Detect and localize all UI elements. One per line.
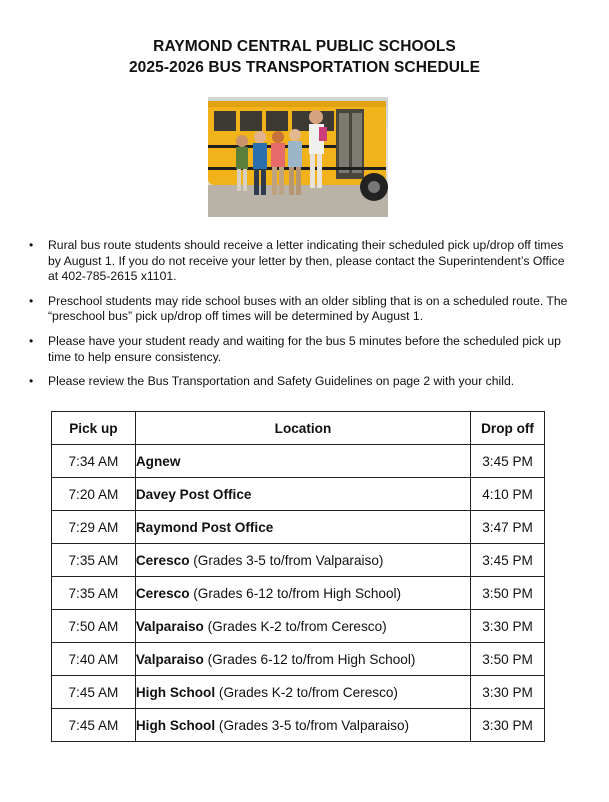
bullet-text: Preschool students may ride school buses with an older sibling that is on a scheduled route. The “preschool bus” pick up/drop off times will be determined by August 1. <box>48 293 568 324</box>
table-row <box>52 610 545 643</box>
location-cell <box>135 676 470 709</box>
bullet-text: Please review the Bus Transportation and Safety Guidelines on page 2 with your child. <box>48 374 515 389</box>
bullet-item: • Please have your student ready and waiting for the bus 5 minutes before the scheduled pick up time to help ensure consistency. <box>29 333 561 364</box>
location-cell <box>135 478 470 511</box>
location-detail: (Grades K-2 to/from Ceresco) <box>215 684 398 700</box>
dropoff-time: 3:50 PM <box>471 577 545 610</box>
pickup-time: 7:35 AM <box>52 544 136 577</box>
bullet-item: • Please review the Bus Transportation and Safety Guidelines on page 2 with your child. <box>29 374 515 389</box>
school-bus-photo <box>208 97 388 217</box>
location-name: Ceresco <box>135 585 190 601</box>
location-cell <box>135 445 470 478</box>
table-row <box>52 676 545 709</box>
pickup-time: 7:45 AM <box>52 709 136 742</box>
dropoff-column-header: Drop off <box>471 412 545 445</box>
dropoff-time: 3:30 PM <box>471 610 545 643</box>
table-row <box>52 643 545 676</box>
pickup-time: 7:50 AM <box>52 610 136 643</box>
dropoff-time: 3:30 PM <box>471 709 545 742</box>
location-detail: (Grades K-2 to/from Ceresco) <box>203 618 387 634</box>
location-detail: (Grades 3-5 to/from Valparaiso) <box>215 717 410 733</box>
dropoff-time: 3:45 PM <box>471 445 545 478</box>
district-title: RAYMOND CENTRAL PUBLIC SCHOOLS <box>153 38 456 55</box>
location-cell <box>135 643 470 676</box>
dropoff-time: 3:30 PM <box>471 676 545 709</box>
table-row <box>52 511 545 544</box>
table-row <box>52 445 545 478</box>
bullet-item: • Preschool students may ride school buses with an older sibling that is on a scheduled route. The “preschool bus” pick up/drop off times will be determined by August 1. <box>29 293 568 324</box>
pickup-time: 7:45 AM <box>52 676 136 709</box>
location-detail: (Grades 6-12 to/from High School) <box>203 651 416 667</box>
school-bus-illustration <box>208 97 388 217</box>
location-cell <box>135 610 470 643</box>
dropoff-time: 3:47 PM <box>471 511 545 544</box>
table-row <box>52 577 545 610</box>
pickup-time: 7:34 AM <box>52 445 136 478</box>
bullet-text: Rural bus route students should receive a letter indicating their scheduled pick up/drop off times by August 1. If you do not receive your letter by then, please contact the Superintendent’s Office at 402-785-2615 x1101. <box>48 238 565 284</box>
location-cell <box>135 544 470 577</box>
schedule-title: 2025-2026 BUS TRANSPORTATION SCHEDULE <box>128 59 481 76</box>
location-name: High School <box>135 684 216 700</box>
pickup-column-header: Pick up <box>52 412 136 445</box>
location-detail: (Grades 3-5 to/from Valparaiso) <box>189 552 384 568</box>
table-row <box>52 709 545 742</box>
pickup-time: 7:40 AM <box>52 643 136 676</box>
location-name: Raymond Post Office <box>135 519 274 535</box>
pickup-time: 7:29 AM <box>52 511 136 544</box>
location-name: Valparaiso <box>135 651 204 667</box>
pickup-time: 7:35 AM <box>52 577 136 610</box>
table-header-row <box>52 412 545 445</box>
location-column-header: Location <box>135 412 470 445</box>
location-cell <box>135 709 470 742</box>
location-name: Valparaiso <box>135 618 204 634</box>
location-name: High School <box>135 717 216 733</box>
info-bullet-list <box>28 238 573 399</box>
location-detail: (Grades 6-12 to/from High School) <box>189 585 402 601</box>
dropoff-time: 3:45 PM <box>471 544 545 577</box>
bullet-item: • Rural bus route students should receive a letter indicating their scheduled pick up/drop off times by August 1. If you do not receive your letter by then, please contact the Superintendent’s Office at 402-785-2615 x1101. <box>29 238 565 284</box>
location-cell <box>135 577 470 610</box>
location-name: Agnew <box>135 453 181 469</box>
bullet-text: Please have your student ready and waiting for the bus 5 minutes before the scheduled pick up time to help ensure consistency. <box>48 333 561 364</box>
location-cell <box>135 511 470 544</box>
pickup-time: 7:20 AM <box>52 478 136 511</box>
dropoff-time: 3:50 PM <box>471 643 545 676</box>
document-header <box>0 36 609 78</box>
table-row <box>52 478 545 511</box>
dropoff-time: 4:10 PM <box>471 478 545 511</box>
location-name: Ceresco <box>135 552 190 568</box>
bus-schedule-table <box>51 411 545 742</box>
table-row <box>52 544 545 577</box>
location-name: Davey Post Office <box>135 486 252 502</box>
